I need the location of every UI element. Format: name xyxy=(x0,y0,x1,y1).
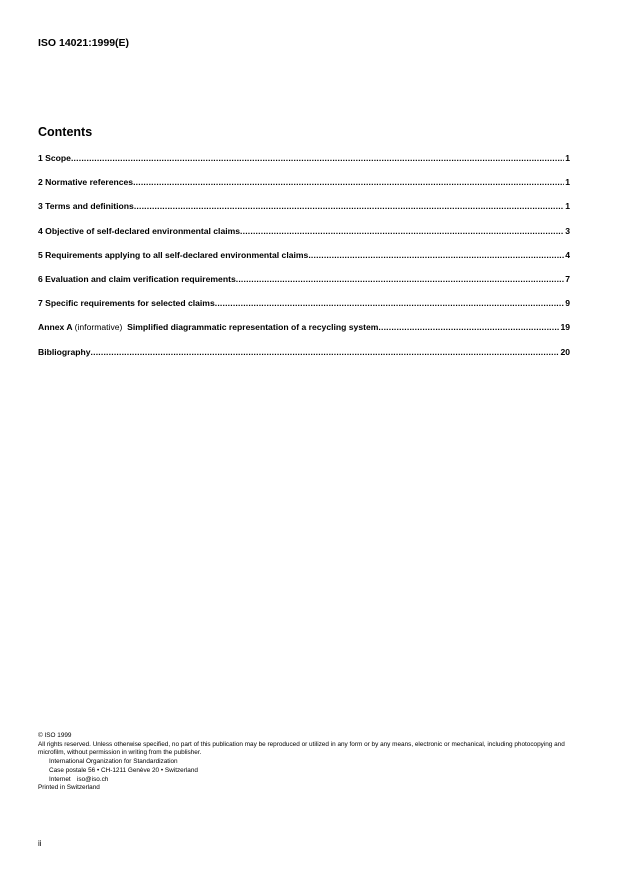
toc-entry-evaluation[interactable] xyxy=(38,274,570,298)
toc-entry-label: 1 Scope xyxy=(38,153,71,163)
copyright-block xyxy=(38,732,578,793)
toc-entry-page: 19 xyxy=(560,322,570,333)
copyright-printed: Printed in Switzerland xyxy=(38,784,100,792)
toc-leader-dots xyxy=(236,274,564,284)
toc-annex-title: Simplified diagrammatic representation of a recycling system xyxy=(127,322,379,333)
toc-annex-type: (informative) xyxy=(74,322,123,333)
document-header-id: ISO 14021:1999(E) xyxy=(38,37,130,49)
toc-annex-prefix: Annex A xyxy=(38,322,73,333)
toc-entry-label: 2 Normative references xyxy=(38,177,134,188)
toc-entry-requirements[interactable] xyxy=(38,250,570,274)
toc-leader-dots xyxy=(215,298,564,308)
toc-entry-label: Bibliography xyxy=(38,346,91,357)
toc-entry-page: 20 xyxy=(560,346,570,357)
copyright-address: Case postale 56 • CH-1211 Genève 20 • Switzerland xyxy=(49,766,198,774)
copyright-internet xyxy=(38,776,578,785)
toc-entry-label: 6 Evaluation and claim verification requirements xyxy=(38,273,236,284)
toc-entry-label: 4 Objective of self-declared environmental claims xyxy=(38,225,241,236)
toc-leader-dots xyxy=(91,347,560,357)
copyright-org: International Organization for Standardization xyxy=(49,758,178,766)
toc-entry-normative-references[interactable] xyxy=(38,177,570,201)
toc-entry-page: 7 xyxy=(565,273,570,284)
toc-entry-scope[interactable] xyxy=(38,153,570,177)
toc-entry-page: 4 xyxy=(565,249,570,260)
toc-entry-label: 5 Requirements applying to all self-declared environmental claims xyxy=(38,249,309,260)
toc-entry-page: 9 xyxy=(565,298,570,309)
toc-entry-annex-a[interactable] xyxy=(38,322,570,346)
internet-email[interactable]: iso@iso.ch xyxy=(77,775,109,783)
toc-entry-label: 3 Terms and definitions xyxy=(38,201,134,212)
toc-entry-specific-requirements[interactable] xyxy=(38,298,570,322)
toc-leader-dots xyxy=(133,177,564,187)
toc-entry-terms-and-definitions[interactable] xyxy=(38,201,570,225)
toc-leader-dots xyxy=(134,201,564,211)
toc-entry-bibliography[interactable] xyxy=(38,347,570,371)
toc-entry-page: 1 xyxy=(565,153,570,163)
copyright-rights: All rights reserved. Unless otherwise specified, no part of this publication may be reproduced or utilized in any form or by any means, electronic or mechanical, including photocopying and microfilm, without permission in writing from the publisher. xyxy=(38,740,565,757)
toc-leader-dots xyxy=(240,226,564,236)
toc-entry-objective[interactable] xyxy=(38,226,570,250)
toc-leader-dots xyxy=(308,250,564,260)
toc-leader-dots xyxy=(378,322,559,332)
toc-entry-page: 3 xyxy=(565,225,570,236)
contents-title: Contents xyxy=(38,125,93,139)
toc-entry-page: 1 xyxy=(565,177,570,188)
toc-entry-label: 7 Specific requirements for selected claims xyxy=(38,298,215,309)
toc-leader-dots xyxy=(71,153,564,163)
toc-entry-page: 1 xyxy=(565,201,570,212)
table-of-contents xyxy=(38,153,570,371)
copyright-notice: © ISO 1999 xyxy=(38,732,72,739)
internet-label: Internet xyxy=(49,775,71,783)
page-number: ii xyxy=(38,839,42,848)
toc-entry-label xyxy=(38,322,378,332)
